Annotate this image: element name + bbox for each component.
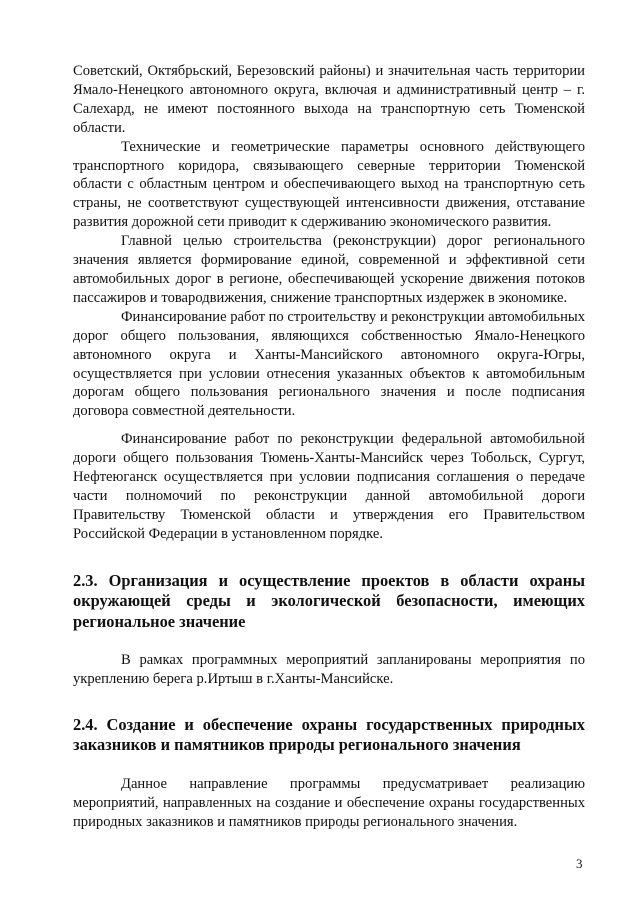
body-paragraph-4: Финансирование работ по строительству и реконструкции автомобильных дорог общего пользования, являющихся собственностью Ямало-Ненецкого автономного округа и Ханты-Мансийского автономного округа-Югры, осуществляется при условии отнесения указанных объектов к автомобильным дорогам общего пользования регионального значения и после подписания договора совместной деятельности. <box>73 308 585 420</box>
section-heading-2-4: 2.4. Создание и обеспечение охраны государственных природных заказников и памятников природы регионального значения <box>73 714 585 755</box>
body-paragraph-3: Главной целью строительства (реконструкции) дорог регионального значения является формирование единой, современной и эффективной сети автомобильных дорог в регионе, обеспечивающей ускорение движения потоков пассажиров и товародвижения, снижение транспортных издержек в экономике. <box>73 233 585 306</box>
document-page <box>73 62 585 832</box>
page-number: 3 <box>576 856 583 871</box>
body-paragraph-1: Советский, Октябрьский, Березовский районы) и значительная часть территории Ямало-Ненецкого автономного округа, включая и административный центр – г. Салехард, не имеют постоянного выхода на транспортную сеть Тюменской области. <box>73 63 585 136</box>
body-paragraph-5: Финансирование работ по реконструкции федеральной автомобильной дороги общего пользования Тюмень-Ханты-Мансийск через Тобольск, Сургут, Нефтеюганск осуществляется при условии подписания соглашения о передаче части полномочий по реконструкции данной автомобильной дороги Правительству Тюменской области и утверждения его Правительством Российской Федерации в установленном порядке. <box>73 431 585 542</box>
section-heading-2-3: 2.3. Организация и осуществление проектов в области охраны окружающей среды и экологической безопасности, имеющих региональное значение <box>73 570 585 631</box>
section-2-4-text: Данное направление программы предусматривает реализацию мероприятий, направленных на создание и обеспечение охраны государственных природных заказников и памятников природы регионального значения. <box>73 775 585 830</box>
body-paragraph-2: Технические и геометрические параметры основного действующего транспортного коридора, связывающего северные территории Тюменской области с областным центром и обеспечивающего выход на транспортную сеть страны, не соответствуют существующей интенсивности движения, отставание развития дорожной сети приводит к сдерживанию экономического развития. <box>73 138 585 231</box>
section-2-3-text: В рамках программных мероприятий запланированы мероприятия по укреплению берега р.Иртыш в г.Ханты-Мансийске. <box>73 652 585 688</box>
